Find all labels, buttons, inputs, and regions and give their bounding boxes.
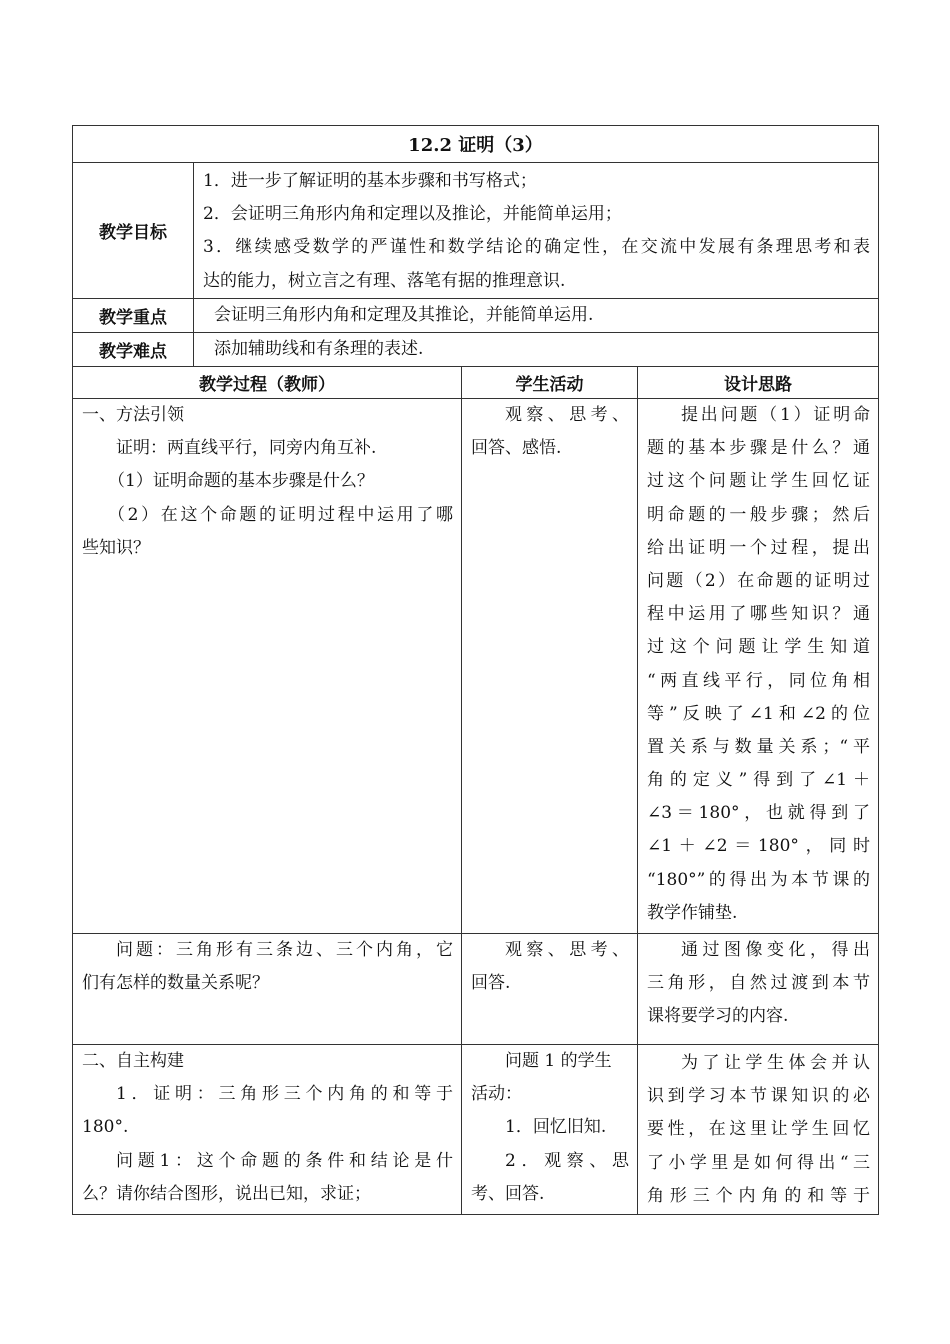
text-line: 证明：两直线平行，同旁内角互补. (116, 438, 377, 459)
text-line: （1）证明命题的基本步骤是什么？ (108, 471, 374, 492)
header-student: 学生活动 (461, 366, 638, 399)
text-line: 观察、思考、 (505, 940, 629, 960)
text-line: 们有怎样的数量关系呢？ (82, 973, 269, 994)
text-line: 2．观察、思 (505, 1150, 629, 1171)
text-line: 三角形，自然过渡到本节 (647, 973, 870, 994)
goals-label: 教学目标 (72, 162, 194, 299)
text-line: 考、回答. (471, 1183, 545, 1204)
text-line: 了小学里是如何得出“三 (647, 1152, 870, 1173)
text-line: ∠1＋∠2＝180°，同时 (647, 836, 870, 857)
row3-student (461, 1044, 638, 1215)
text-line: 等”反映了∠1和∠2的位 (647, 703, 870, 724)
text-line: （2）在这个命题的证明过程中运用了哪 (108, 504, 453, 525)
text-line: 些知识？ (82, 537, 150, 558)
text-line: 1．证明：三角形三个内角的和等于 (116, 1084, 453, 1105)
goal-line: 达的能力，树立言之有理、落笔有据的推理意识. (203, 270, 566, 291)
text-line: 1．回忆旧知. (505, 1117, 607, 1138)
text-line: 问题：三角形有三条边、三个内角，它 (116, 940, 453, 960)
row2-design (637, 933, 879, 1045)
text-line: 问题1：这个命题的条件和结论是什 (116, 1150, 453, 1171)
text-line: 过这个问题让学生回忆证 (647, 471, 870, 492)
key-point-label: 教学重点 (72, 298, 194, 333)
text-line: 要性，在这里让学生回忆 (647, 1119, 870, 1140)
text-line: 么？请你结合图形，说出已知，求证； (82, 1183, 371, 1204)
key-point-text: 会证明三角形内角和定理及其推论，并能简单运用. (193, 298, 879, 333)
difficulty-label: 教学难点 (72, 332, 194, 367)
text-line: 一、方法引领 (82, 405, 184, 425)
row3-teacher (72, 1044, 462, 1215)
text-line: 过这个问题让学生知道 (647, 637, 870, 658)
text-line: 观察、思考、 (505, 405, 629, 425)
row3-design (637, 1044, 879, 1215)
text-line: 给出证明一个过程，提出 (647, 537, 870, 558)
lesson-title: 12.2 证明（3） (72, 125, 879, 163)
row1-teacher (72, 398, 462, 934)
header-teacher: 教学过程（教师） (72, 366, 462, 399)
text-line: 为了让学生体会并认 (681, 1053, 870, 1073)
text-line: 提出问题（1）证明命 (681, 405, 870, 425)
text-line: 题的基本步骤是什么？通 (647, 438, 870, 459)
row2-teacher (72, 933, 462, 1045)
text-line: 活动： (471, 1084, 522, 1105)
text-line: 教学作铺垫. (647, 902, 738, 923)
row2-student (461, 933, 638, 1045)
header-design: 设计思路 (637, 366, 879, 399)
text-line: 二、自主构建 (82, 1051, 184, 1071)
text-line: 课将要学习的内容. (647, 1006, 789, 1027)
text-line: ∠3＝180°，也就得到了 (647, 803, 870, 824)
difficulty-text: 添加辅助线和有条理的表述. (193, 332, 879, 367)
text-line: “180°”的得出为本节课的 (647, 869, 870, 890)
text-line: 问题 1 的学生 (505, 1051, 612, 1071)
text-line: 角的定义”得到了∠1＋ (647, 770, 870, 791)
text-line: 180°. (82, 1117, 129, 1138)
text-line: 回答、感悟. (471, 438, 562, 459)
text-line: 识到学习本节课知识的必 (647, 1086, 870, 1107)
row1-student (461, 398, 638, 934)
row1-design (637, 398, 879, 934)
text-line: 通过图像变化，得出 (681, 940, 870, 960)
goal-line: 2．会证明三角形内角和定理以及推论，并能简单运用； (203, 204, 622, 225)
text-line: 置关系与数量关系；“平 (647, 736, 870, 757)
text-line: 回答. (471, 973, 511, 994)
text-line: 角形三个内角的和等于 (647, 1185, 870, 1206)
text-line: “两直线平行，同位角相 (647, 670, 870, 691)
text-line: 程中运用了哪些知识？通 (647, 604, 870, 625)
text-line: 明命题的一般步骤；然后 (647, 504, 870, 525)
goal-line: 3．继续感受数学的严谨性和数学结论的确定性，在交流中发展有条理思考和表 (203, 237, 870, 258)
text-line: 问题（2）在命题的证明过 (647, 570, 870, 591)
goals-content (193, 162, 879, 299)
goal-line: 1．进一步了解证明的基本步骤和书写格式； (203, 171, 537, 191)
